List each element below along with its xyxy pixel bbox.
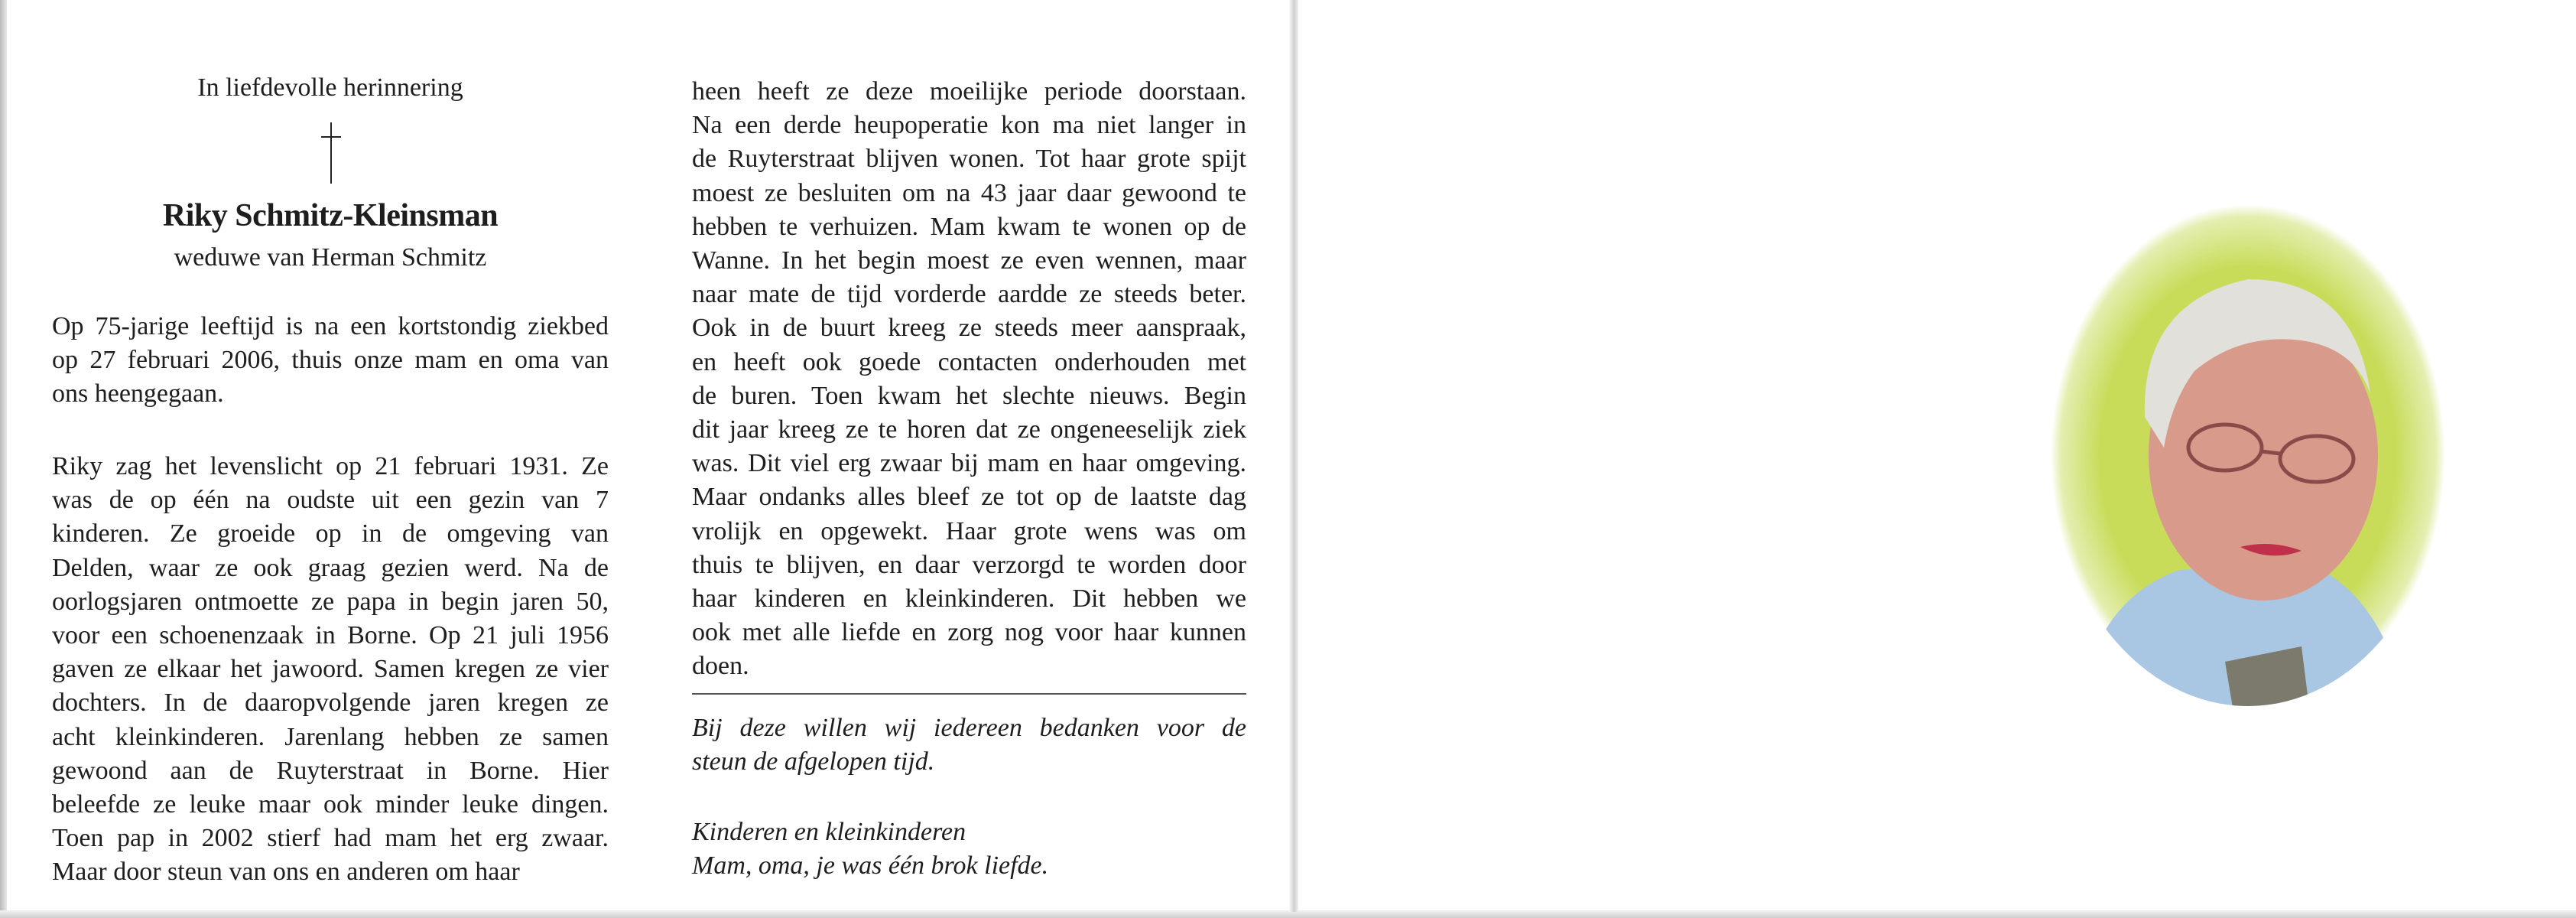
text-line: ook met alle liefde en zorg nog voor haar kunnen — [692, 618, 1246, 647]
text-line: steun de afgelopen tijd. — [692, 747, 935, 776]
text-line: was de op één na oudste uit een gezin van 7 — [52, 486, 609, 515]
text-line: heen heeft ze deze moeilijke periode doorstaan. — [692, 77, 1246, 106]
subtitle: weduwe van Herman Schmitz — [174, 243, 487, 272]
text-line: gewoond aan de Ruyterstraat in Borne. Hier — [52, 756, 609, 785]
card-bottom-edge — [0, 910, 2576, 918]
text-line: dochters. In de daaropvolgende jaren kregen ze — [52, 688, 609, 718]
divider — [692, 693, 1246, 695]
card-left-edge — [0, 0, 7, 918]
text-line: thuis te blijven, en daar verzorgd te worden door — [692, 550, 1246, 579]
text-line: Delden, waar ze ook graag gezien werd. Na de — [52, 553, 609, 582]
text-line: Wanne. In het begin moest ze even wennen, maar — [692, 246, 1246, 275]
text-line: oorlogsjaren ontmoette ze papa in begin jaren 50, — [52, 587, 609, 616]
text-line: vrolijk en opgewekt. Haar grote wens was om — [692, 516, 1246, 545]
text-line: hebben te verhuizen. Mam kwam te wonen op de — [692, 212, 1246, 241]
text-line: op 27 februari 2006, thuis onze mam en oma van — [52, 346, 609, 375]
text-line: ons heengegaan. — [52, 379, 224, 409]
text-line: dit jaar kreeg ze te horen dat ze ongeneeselijk ziek — [692, 415, 1246, 444]
closing-line: Mam, oma, je was één brok liefde. — [692, 851, 1049, 880]
text-line: de buren. Toen kwam het slechte nieuws. Begin — [692, 381, 1246, 410]
text-line: Op 75-jarige leeftijd is na een kortstondig ziekbed — [52, 312, 609, 340]
text-line: gaven ze elkaar het jawoord. Samen kregen ze vier — [52, 655, 609, 684]
text-line: de Ruyterstraat blijven wonen. Tot haar grote spijt — [692, 145, 1246, 174]
text-line: Na een derde heupoperatie kon ma niet langer in — [692, 111, 1246, 140]
paragraph-1 — [52, 310, 609, 412]
text-line: beleefde ze leuke maar ook minder leuke dingen. — [52, 790, 609, 819]
portrait-photo — [2049, 203, 2447, 708]
text-line: Ook in de buurt kreeg ze steeds meer aanspraak, — [692, 314, 1246, 343]
text-line: Bij deze willen wij iedereen bedanken voor de — [692, 714, 1246, 742]
cross-icon — [321, 122, 341, 184]
text-line: voor een schoenenzaak in Borne. Op 21 juli 1956 — [52, 621, 609, 650]
text-line: Riky zag het levenslicht op 21 februari 1931. Ze — [52, 452, 609, 480]
deceased-name: Riky Schmitz-Kleinsman — [162, 198, 499, 233]
text-line: was. Dit viel erg zwaar bij mam en haar omgeving. — [692, 449, 1246, 478]
paragraph-2 — [52, 450, 609, 890]
text-line: Toen pap in 2002 stierf had mam het erg zwaar. — [52, 824, 609, 853]
text-line: moest ze besluiten om na 43 jaar daar gewoond te — [692, 178, 1246, 207]
text-line: haar kinderen en kleinkinderen. Dit hebben we — [692, 584, 1246, 614]
text-line: kinderen. Ze groeide op in de omgeving van — [52, 519, 609, 549]
paragraph-3 — [692, 75, 1246, 684]
text-line: Maar door steun van ons en anderen om haar — [52, 858, 520, 887]
text-line: en heeft ook goede contacten onderhouden met — [692, 347, 1246, 376]
heading: In liefdevolle herinnering — [197, 73, 463, 102]
signature: Kinderen en kleinkinderen — [692, 818, 966, 846]
text-line: acht kleinkinderen. Jarenlang hebben ze samen — [52, 722, 609, 751]
text-line: doen. — [692, 652, 749, 681]
card-fold — [1289, 0, 1298, 912]
text-line: Maar ondanks alles bleef ze tot op de laatste dag — [692, 483, 1246, 512]
thanks-text — [692, 711, 1246, 779]
text-line: naar mate de tijd vorderde aardde ze steeds beter. — [692, 280, 1246, 309]
